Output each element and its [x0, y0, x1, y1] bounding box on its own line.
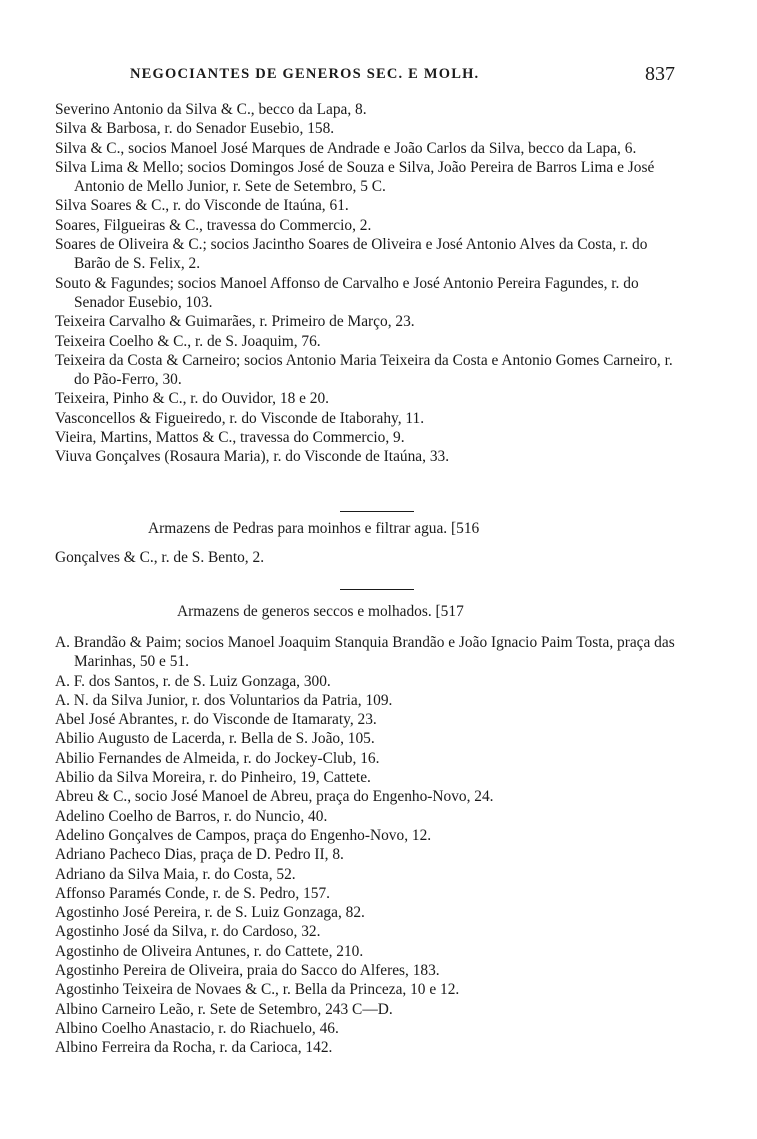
directory-entry: Agostinho Pereira de Oliveira, praia do Sacco do Alferes, 183. — [55, 962, 440, 980]
section-divider — [340, 589, 414, 590]
section-divider — [340, 511, 414, 512]
directory-entry: Agostinho José Pereira, r. de S. Luiz Gonzaga, 82. — [55, 904, 365, 922]
directory-entry: Silva Lima & Mello; socios Domingos José de Souza e Silva, João Pereira de Barros Lima e José Antonio de Mello Junior, r. Sete de Setembro, 5 C. — [55, 158, 655, 196]
directory-entry: Teixeira, Pinho & C., r. do Ouvidor, 18 e 20. — [55, 390, 330, 408]
entry-list-pedras — [0, 548, 757, 567]
directory-entry: Affonso Paramés Conde, r. de S. Pedro, 157. — [55, 884, 331, 902]
directory-entry: Vasconcellos & Figueiredo, r. do Visconde de Itaborahy, 11. — [55, 409, 425, 427]
directory-entry: Viuva Gonçalves (Rosaura Maria), r. do Visconde de Itaúna, 33. — [55, 448, 450, 466]
directory-entry: Abilio Augusto de Lacerda, r. Bella de S. João, 105. — [55, 730, 375, 748]
directory-entry: Silva & Barbosa, r. do Senador Eusebio, 158. — [55, 120, 335, 138]
directory-entry: A. N. da Silva Junior, r. dos Voluntarios da Patria, 109. — [55, 691, 393, 709]
directory-entry: Souto & Fagundes; socios Manoel Affonso de Carvalho e José Antonio Pereira Fagundes, r. do Senador Eusebio, 103. — [55, 274, 639, 311]
directory-entry: Agostinho José da Silva, r. do Cardoso, 32. — [55, 923, 321, 941]
page-number: 837 — [645, 63, 675, 85]
directory-entry: Silva & C., socios Manoel José Marques de Andrade e João Carlos da Silva, becco da Lapa, 6. — [55, 139, 637, 157]
entry-list-merchants — [0, 100, 757, 467]
directory-entry: Teixeira Carvalho & Guimarães, r. Primeiro de Março, 23. — [55, 313, 415, 331]
directory-entry: Gonçalves & C., r. de S. Bento, 2. — [55, 549, 265, 566]
entry-list-generos — [0, 633, 757, 1058]
directory-entry: Abel José Abrantes, r. do Visconde de Itamaraty, 23. — [55, 711, 377, 729]
directory-entry: Soares, Filgueiras & C., travessa do Commercio, 2. — [55, 216, 372, 234]
directory-entry: Albino Carneiro Leão, r. Sete de Setembro, 243 C—D. — [55, 1000, 393, 1018]
directory-entry: Adriano Pacheco Dias, praça de D. Pedro II, 8. — [55, 846, 344, 864]
section-heading: Armazens de generos seccos e molhados. [517 — [177, 603, 464, 620]
directory-entry: Abreu & C., socio José Manoel de Abreu, praça do Engenho-Novo, 24. — [55, 788, 494, 806]
directory-entry: Agostinho de Oliveira Antunes, r. do Cattete, 210. — [55, 942, 364, 960]
directory-entry: Adelino Coelho de Barros, r. do Nuncio, 40. — [55, 807, 328, 825]
directory-entry: A. F. dos Santos, r. de S. Luiz Gonzaga, 300. — [55, 672, 331, 690]
directory-entry: Abilio Fernandes de Almeida, r. do Jockey-Club, 16. — [55, 749, 380, 767]
directory-entry: Vieira, Martins, Mattos & C., travessa do Commercio, 9. — [55, 429, 405, 447]
directory-entry: Albino Coelho Anastacio, r. do Riachuelo, 46. — [55, 1019, 339, 1037]
directory-entry: Adelino Gonçalves de Campos, praça do Engenho-Novo, 12. — [55, 826, 432, 844]
directory-entry: A. Brandão & Paim; socios Manoel Joaquim Stanquia Brandão e João Ignacio Paim Tosta, praça das Marinhas, 50 e 51. — [55, 634, 675, 671]
directory-entry: Agostinho Teixeira de Novaes & C., r. Bella da Princeza, 10 e 12. — [55, 981, 460, 999]
directory-entry: Soares de Oliveira & C.; socios Jacintho Soares de Oliveira e José Antonio Alves da Costa, r. do Barão de S. Felix, 2. — [55, 236, 648, 273]
directory-entry: Teixeira Coelho & C., r. de S. Joaquim, 76. — [55, 332, 321, 350]
directory-entry: Silva Soares & C., r. do Visconde de Itaúna, 61. — [55, 197, 349, 215]
running-head: NEGOCIANTES DE GENEROS SEC. E MOLH. — [130, 66, 480, 82]
directory-entry: Severino Antonio da Silva & C., becco da Lapa, 8. — [55, 101, 367, 118]
directory-entry: Teixeira da Costa & Carneiro; socios Antonio Maria Teixeira da Costa e Antonio Gomes Carneiro, r. do Pão-Ferro, 30. — [55, 351, 673, 389]
directory-entry: Abilio da Silva Moreira, r. do Pinheiro, 19, Cattete. — [55, 769, 371, 787]
directory-entry: Albino Ferreira da Rocha, r. da Carioca, 142. — [55, 1039, 333, 1057]
directory-entry: Adriano da Silva Maia, r. do Costa, 52. — [55, 865, 296, 883]
section-heading: Armazens de Pedras para moinhos e filtrar agua. [516 — [148, 520, 480, 537]
